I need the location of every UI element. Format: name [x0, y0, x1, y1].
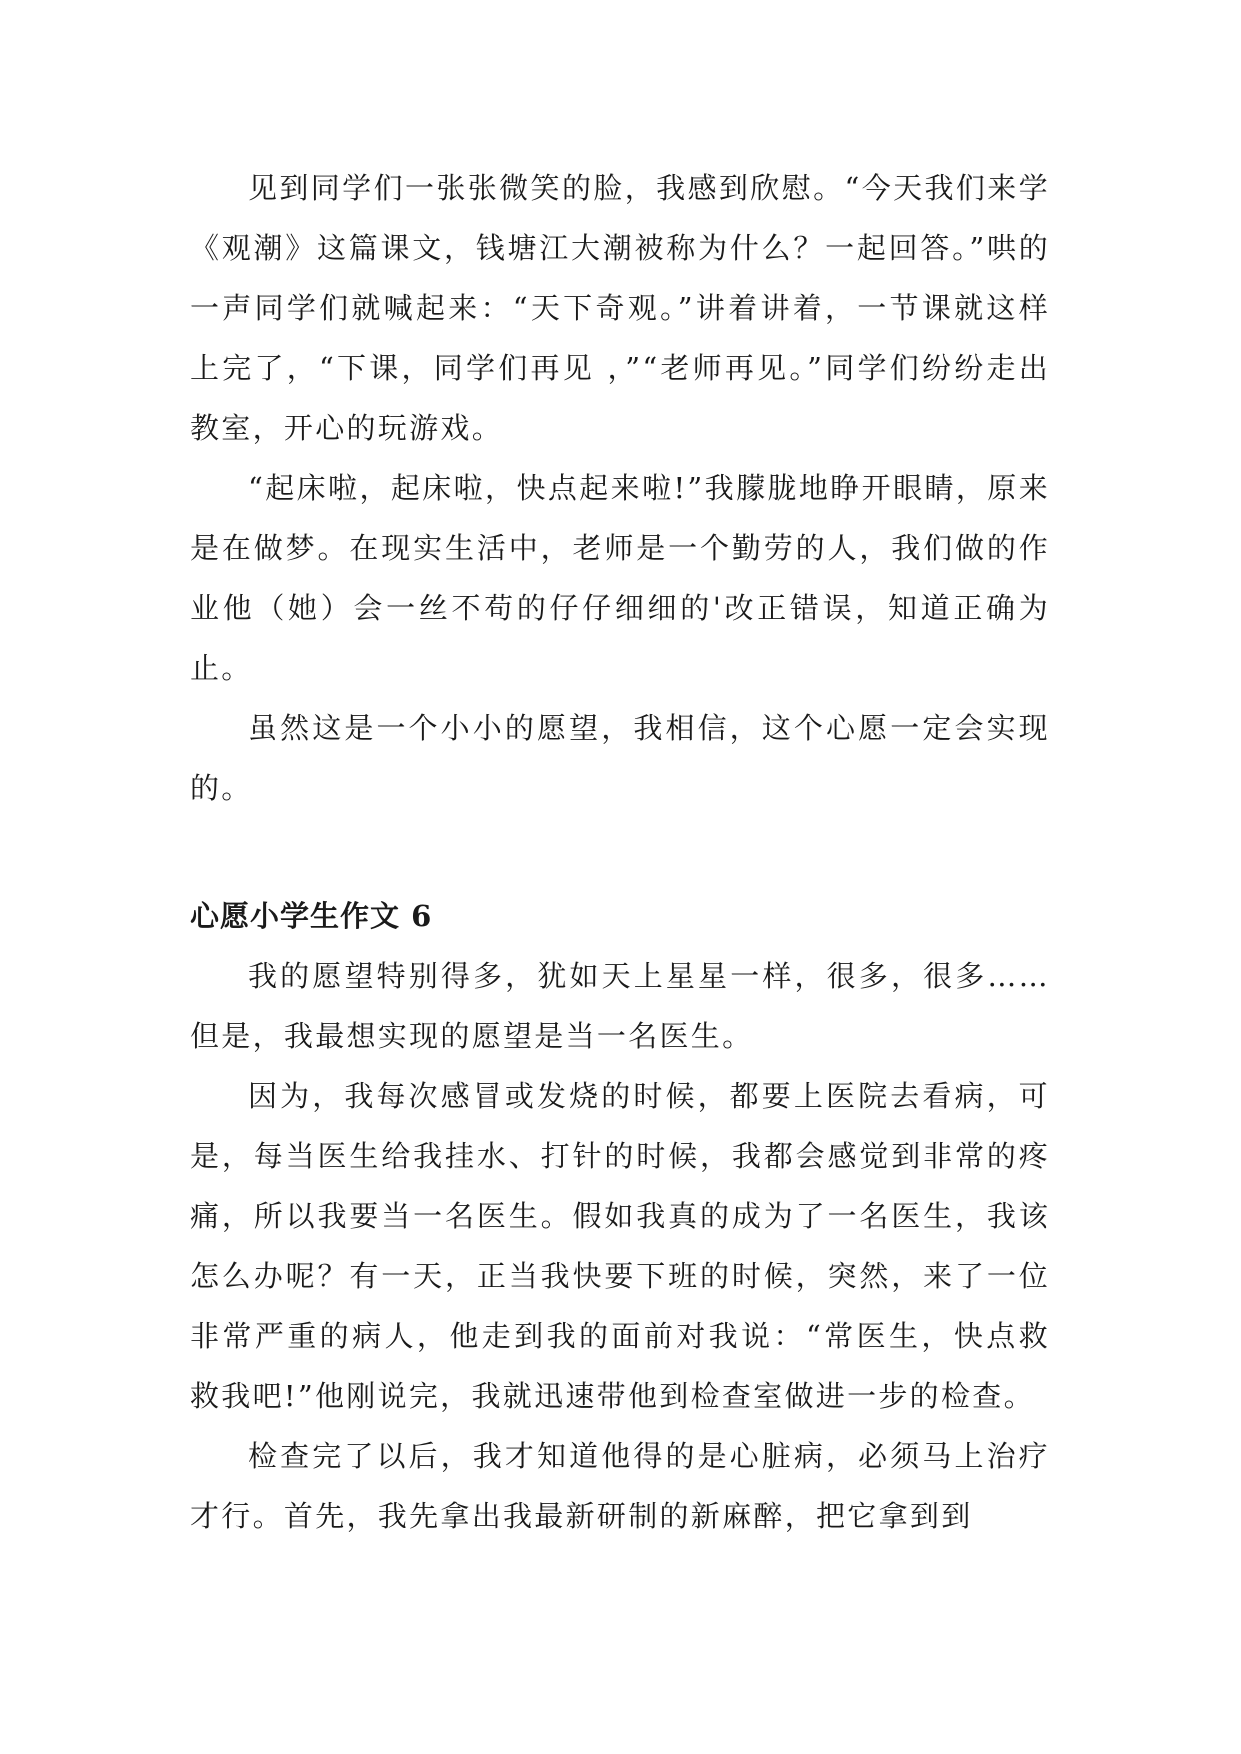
- paragraph-wish-conclusion: 虽然这是一个小小的愿望，我相信，这个心愿一定会实现的。: [190, 711, 1050, 805]
- document-page: [190, 158, 1050, 1546]
- paragraph-waking-up: “起床啦，起床啦，快点起来啦!”我朦胧地睁开眼睛，原来是在做梦。在现实生活中，老师是一个勤劳的人，我们做的作业他（她）会一丝不苟的仔仔细细的'改正错误，知道正确为止。: [190, 471, 1050, 685]
- paragraph-doctor-wish: 我的愿望特别得多，犹如天上星星一样，很多，很多……但是，我最想实现的愿望是当一名医生。: [190, 959, 1050, 1053]
- paragraph-class-scene: 见到同学们一张张微笑的脸，我感到欣慰。“今天我们来学《观潮》这篇课文，钱塘江大潮被称为什么？一起回答。”哄的一声同学们就喊起来：“天下奇观。”讲着讲着，一节课就这样上完了，“下课，同学们再见 ，”“老师再见。”同学们纷纷走出教室，开心的玩游戏。: [190, 171, 1050, 445]
- essay-title: 心愿小学生作文 6: [190, 899, 433, 933]
- paragraph-treatment: 检查完了以后，我才知道他得的是心脏病，必须马上治疗才行。首先，我先拿出我最新研制的新麻醉，把它拿到到: [190, 1439, 1050, 1533]
- paragraph-doctor-story: 因为，我每次感冒或发烧的时候，都要上医院去看病，可是，每当医生给我挂水、打针的时候，我都会感觉到非常的疼痛，所以我要当一名医生。假如我真的成为了一名医生，我该怎么办呢？有一天，正当我快要下班的时候，突然，来了一位非常严重的病人，他走到我的面前对我说：“常医生，快点救救我吧!”他刚说完，我就迅速带他到检查室做进一步的检查。: [190, 1079, 1050, 1413]
